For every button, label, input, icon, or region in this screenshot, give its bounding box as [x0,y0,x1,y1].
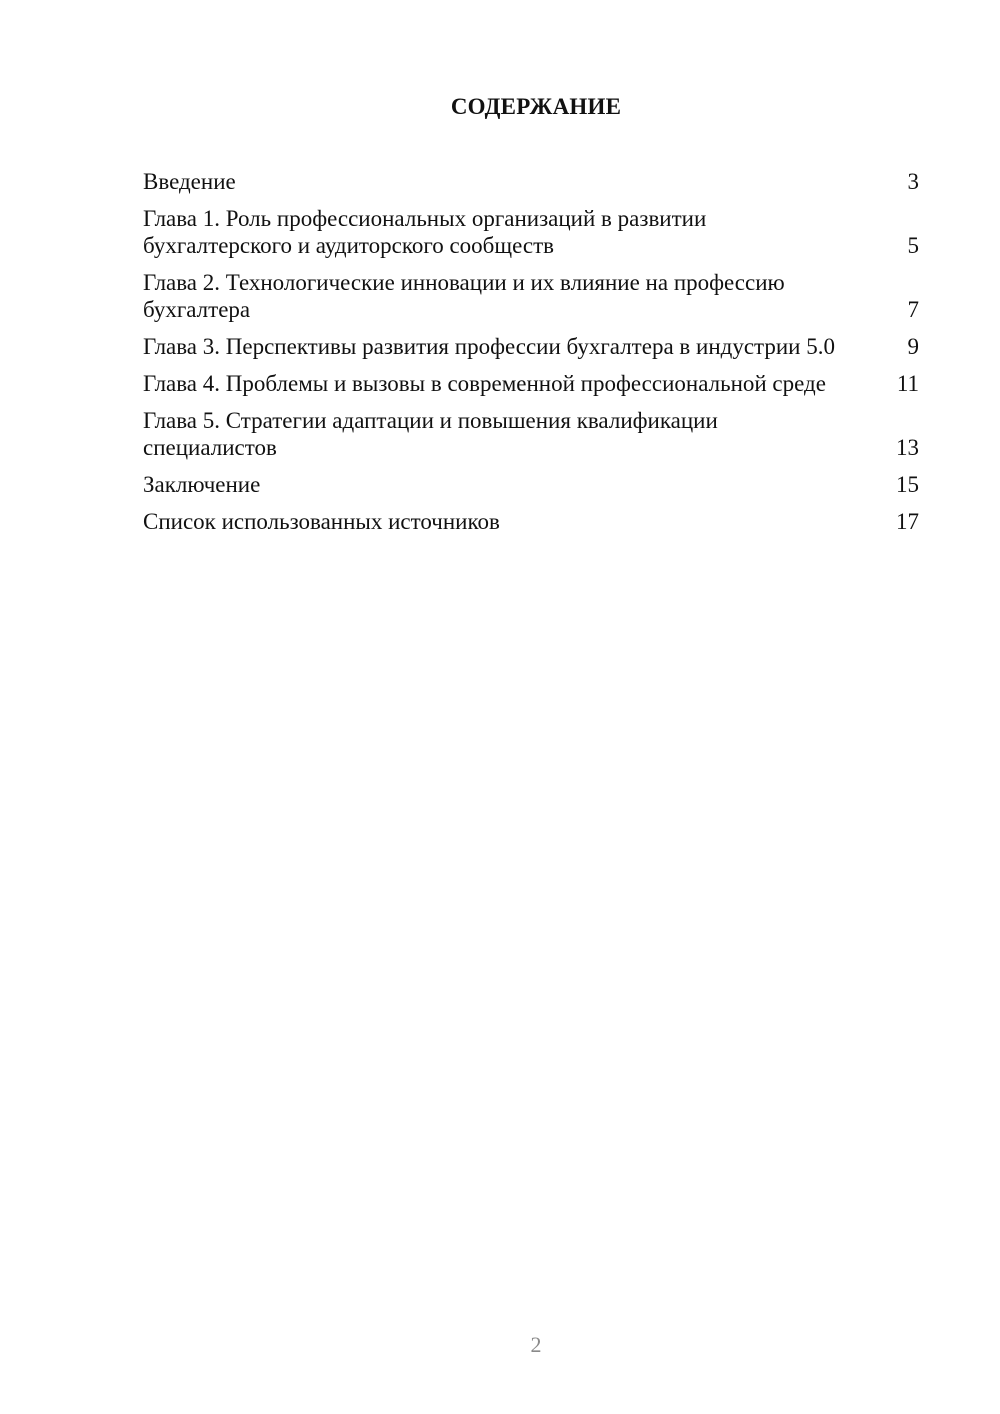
toc-entry-references[interactable] [143,508,919,535]
page-number: 2 [530,1332,542,1357]
toc-entry-page: 5 [907,233,919,258]
toc-entry-title: Глава 2. Технологические инновации и их влияние на профессию бухгалтера [143,270,785,322]
toc-entry-title: Глава 1. Роль профессиональных организаций в развитии бухгалтерского и аудиторского сообществ [143,206,707,258]
toc-entry-title: Глава 4. Проблемы и вызовы в современной профессиональной среде [143,371,826,396]
toc-entry-title: Глава 5. Стратегии адаптации и повышения квалификации специалистов [143,408,718,460]
toc-entry-title: Введение [143,169,236,194]
toc-entry-page: 15 [896,472,919,497]
toc-entry-page: 3 [907,169,919,194]
toc-entry-chapter-3[interactable] [143,333,919,360]
page-title: СОДЕРЖАНИЕ [450,94,622,119]
toc-entry-chapter-4[interactable] [143,370,919,397]
toc-entry-page: 17 [896,509,919,534]
toc-entry-title: Заключение [143,472,261,497]
toc-entry-chapter-1[interactable] [143,205,919,259]
toc-entry-page: 13 [896,435,919,460]
toc-entry-chapter-2[interactable] [143,269,919,323]
toc-entry-page: 7 [907,297,919,322]
toc-entry-title: Глава 3. Перспективы развития профессии бухгалтера в индустрии 5.0 [143,334,835,359]
toc-entry-chapter-5[interactable] [143,407,919,461]
toc-entry-title: Список использованных источников [143,509,500,534]
toc-entry-page: 11 [896,371,919,396]
toc-entry-introduction[interactable] [143,168,919,195]
table-of-contents [143,168,919,545]
toc-entry-conclusion[interactable] [143,471,919,498]
toc-entry-page: 9 [907,334,919,359]
